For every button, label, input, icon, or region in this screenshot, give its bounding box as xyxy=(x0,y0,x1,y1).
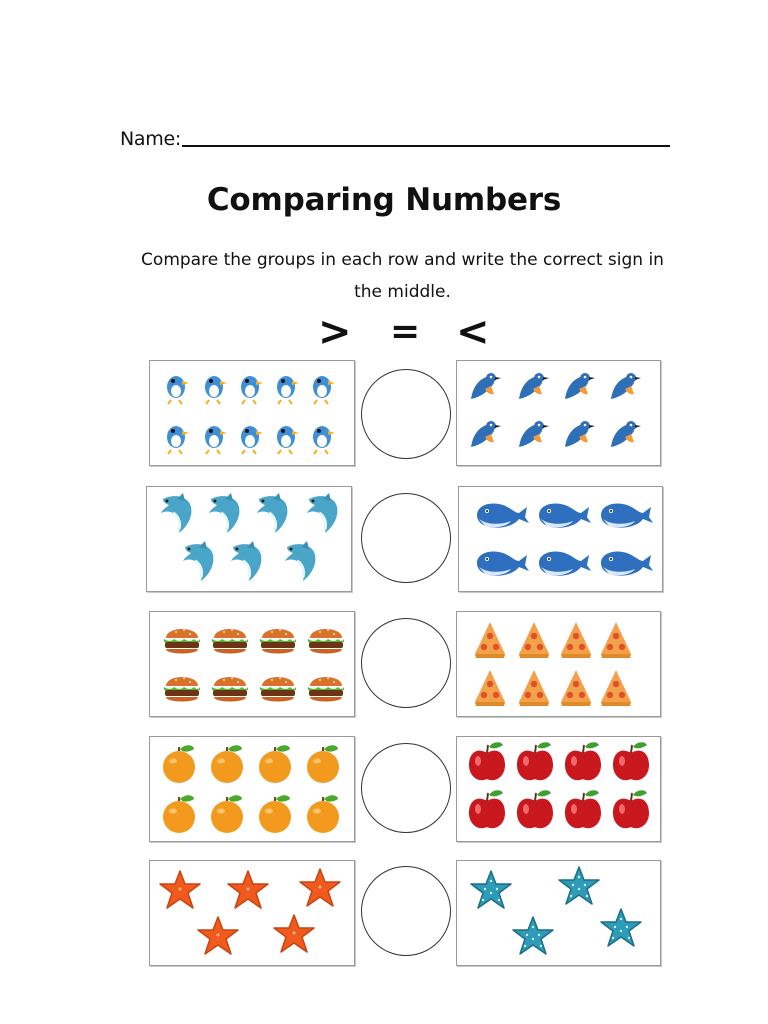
row-2-answer-circle[interactable] xyxy=(361,493,451,583)
apple-icon xyxy=(515,741,555,785)
apple-icon xyxy=(563,789,603,833)
orange-icon xyxy=(304,743,342,785)
row-1-answer-circle[interactable] xyxy=(361,369,451,459)
pizza-slice-icon xyxy=(599,620,633,658)
blue-starfish-icon xyxy=(469,869,513,911)
blue-bird-icon xyxy=(272,369,300,405)
orange-icon xyxy=(304,793,342,835)
whale-icon xyxy=(535,497,591,531)
kingfisher-icon xyxy=(467,417,501,451)
apple-icon xyxy=(611,741,651,785)
apple-icon xyxy=(515,789,555,833)
apple-icon xyxy=(467,789,507,833)
worksheet-instructions: Compare the groups in each row and write the correct sign in the middle. xyxy=(141,250,664,302)
row-5-right-group xyxy=(456,860,661,966)
orange-icon xyxy=(208,793,246,835)
blue-bird-icon xyxy=(162,419,190,455)
kingfisher-icon xyxy=(607,369,641,403)
red-starfish-icon xyxy=(298,867,342,909)
row-3-left-group xyxy=(149,611,355,717)
dolphin-icon xyxy=(303,491,343,535)
greater-than-sign: > xyxy=(318,309,352,355)
burger-icon xyxy=(306,670,346,706)
burger-icon xyxy=(162,622,202,658)
pizza-slice-icon xyxy=(559,668,593,706)
blue-bird-icon xyxy=(272,419,300,455)
orange-icon xyxy=(256,743,294,785)
pizza-slice-icon xyxy=(473,620,507,658)
red-starfish-icon xyxy=(226,869,270,911)
pizza-slice-icon xyxy=(517,668,551,706)
pizza-slice-icon xyxy=(599,668,633,706)
pizza-slice-icon xyxy=(473,668,507,706)
row-5-left-group xyxy=(149,860,355,966)
blue-starfish-icon xyxy=(599,907,643,949)
red-starfish-icon xyxy=(272,913,316,955)
apple-icon xyxy=(563,741,603,785)
whale-icon xyxy=(535,545,591,579)
row-4-answer-circle[interactable] xyxy=(361,743,451,833)
whale-icon xyxy=(597,497,653,531)
kingfisher-icon xyxy=(561,417,595,451)
pizza-slice-icon xyxy=(559,620,593,658)
row-4-right-group xyxy=(456,736,661,842)
orange-icon xyxy=(160,743,198,785)
burger-icon xyxy=(210,622,250,658)
dolphin-icon xyxy=(253,491,293,535)
kingfisher-icon xyxy=(607,417,641,451)
blue-bird-icon xyxy=(308,419,336,455)
orange-icon xyxy=(208,743,246,785)
blue-bird-icon xyxy=(236,369,264,405)
row-1-right-group xyxy=(456,360,661,466)
name-write-line[interactable] xyxy=(182,145,670,147)
blue-bird-icon xyxy=(200,419,228,455)
orange-icon xyxy=(160,793,198,835)
dolphin-icon xyxy=(179,539,219,583)
name-label: Name: xyxy=(120,128,181,150)
kingfisher-icon xyxy=(515,369,549,403)
kingfisher-icon xyxy=(561,369,595,403)
kingfisher-icon xyxy=(515,417,549,451)
name-line xyxy=(120,128,670,152)
row-2-left-group xyxy=(146,486,352,592)
whale-icon xyxy=(597,545,653,579)
equal-sign: = xyxy=(390,311,421,352)
blue-starfish-icon xyxy=(511,915,555,957)
dolphin-icon xyxy=(227,539,267,583)
kingfisher-icon xyxy=(467,369,501,403)
worksheet-title: Comparing Numbers xyxy=(206,182,562,218)
burger-icon xyxy=(306,622,346,658)
row-1-left-group xyxy=(149,360,355,466)
blue-bird-icon xyxy=(162,369,190,405)
burger-icon xyxy=(162,670,202,706)
dolphin-icon xyxy=(205,491,245,535)
dolphin-icon xyxy=(281,539,321,583)
row-3-answer-circle[interactable] xyxy=(361,618,451,708)
apple-icon xyxy=(611,789,651,833)
less-than-sign: < xyxy=(456,309,490,355)
burger-icon xyxy=(258,622,298,658)
blue-starfish-icon xyxy=(557,865,601,907)
row-2-right-group xyxy=(458,486,663,592)
row-4-left-group xyxy=(149,736,355,842)
whale-icon xyxy=(473,545,529,579)
blue-bird-icon xyxy=(308,369,336,405)
pizza-slice-icon xyxy=(517,620,551,658)
apple-icon xyxy=(467,741,507,785)
whale-icon xyxy=(473,497,529,531)
blue-bird-icon xyxy=(200,369,228,405)
burger-icon xyxy=(258,670,298,706)
red-starfish-icon xyxy=(158,869,202,911)
row-3-right-group xyxy=(456,611,661,717)
red-starfish-icon xyxy=(196,915,240,957)
burger-icon xyxy=(210,670,250,706)
orange-icon xyxy=(256,793,294,835)
dolphin-icon xyxy=(157,491,197,535)
blue-bird-icon xyxy=(236,419,264,455)
row-5-answer-circle[interactable] xyxy=(361,866,451,956)
